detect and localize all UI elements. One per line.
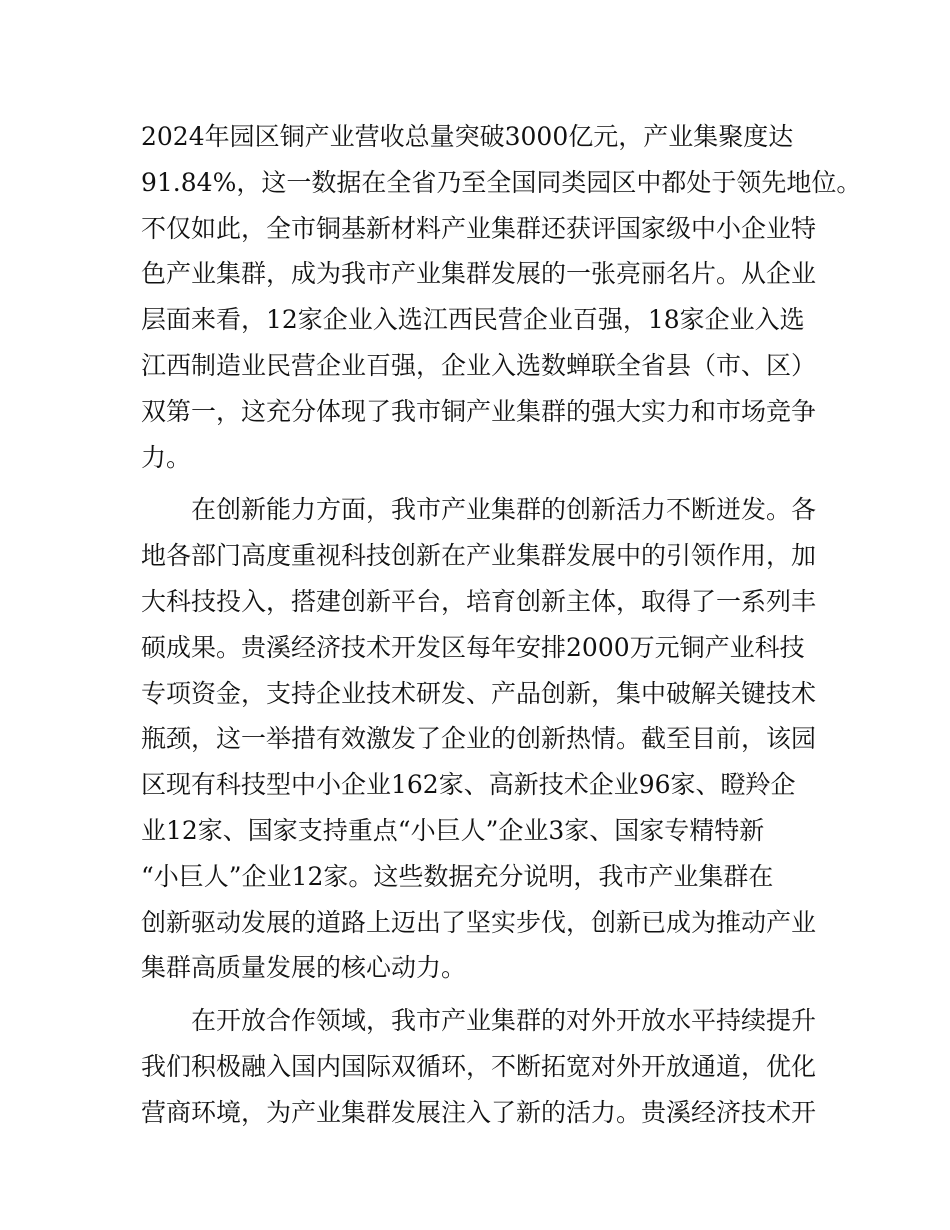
- text-line: 江西制造业民营企业百强，企业入选数蝉联全省县（市、区）: [141, 350, 817, 380]
- text-line: 2024年园区铜产业营收总量突破3000亿元，产业集聚度达: [141, 122, 794, 151]
- text-line: 创新驱动发展的道路上迈出了坚实步伐，创新已成为推动产业: [141, 907, 817, 937]
- text-line: 硕成果。贵溪经济技术开发区每年安排2000万元铜产业科技: [141, 632, 805, 662]
- text-line: 双第一，这充分体现了我市铜产业集群的强大实力和市场竞争: [141, 396, 817, 426]
- text-line: 集群高质量发展的核心动力。: [141, 953, 467, 983]
- text-line: 业12家、国家支持重点“小巨人”企业3家、国家专精特新: [141, 815, 765, 845]
- text-line: 在创新能力方面，我市产业集群的创新活力不断迸发。各: [191, 495, 817, 525]
- text-line: 91.84%，这一数据在全省乃至全国同类园区中都处于领先地位。: [141, 167, 862, 197]
- text-line: 地各部门高度重视科技创新在产业集群发展中的引领作用，加: [141, 541, 817, 571]
- text-line: 不仅如此，全市铜基新材料产业集群还获评国家级中小企业特: [141, 213, 817, 243]
- text-line: “小巨人”企业12家。这些数据充分说明，我市产业集群在: [141, 861, 774, 891]
- text-line: 力。: [141, 442, 192, 472]
- text-line: 营商环境，为产业集群发展注入了新的活力。贵溪经济技术开: [141, 1097, 817, 1127]
- text-line: 大科技投入，搭建创新平台，培育创新主体，取得了一系列丰: [141, 586, 817, 616]
- paragraph-2: [141, 487, 821, 991]
- text-line: 瓶颈，这一举措有效激发了企业的创新热情。截至目前，该园: [141, 724, 817, 754]
- paragraph-3: [141, 998, 821, 1135]
- document-body: [141, 114, 862, 1139]
- text-line: 层面来看，12家企业入选江西民营企业百强，18家企业入选: [141, 305, 805, 335]
- paragraph-1: [141, 114, 862, 480]
- text-line: 我们积极融入国内国际双循环，不断拓宽对外开放通道，优化: [141, 1051, 817, 1081]
- text-line: 专项资金，支持企业技术研发、产品创新，集中破解关键技术: [141, 678, 817, 708]
- text-line: 在开放合作领域，我市产业集群的对外开放水平持续提升: [191, 1006, 817, 1036]
- text-line: 色产业集群，成为我市产业集群发展的一张亮丽名片。从企业: [141, 259, 817, 289]
- text-line: 区现有科技型中小企业162家、高新技术企业96家、瞪羚企: [141, 770, 796, 800]
